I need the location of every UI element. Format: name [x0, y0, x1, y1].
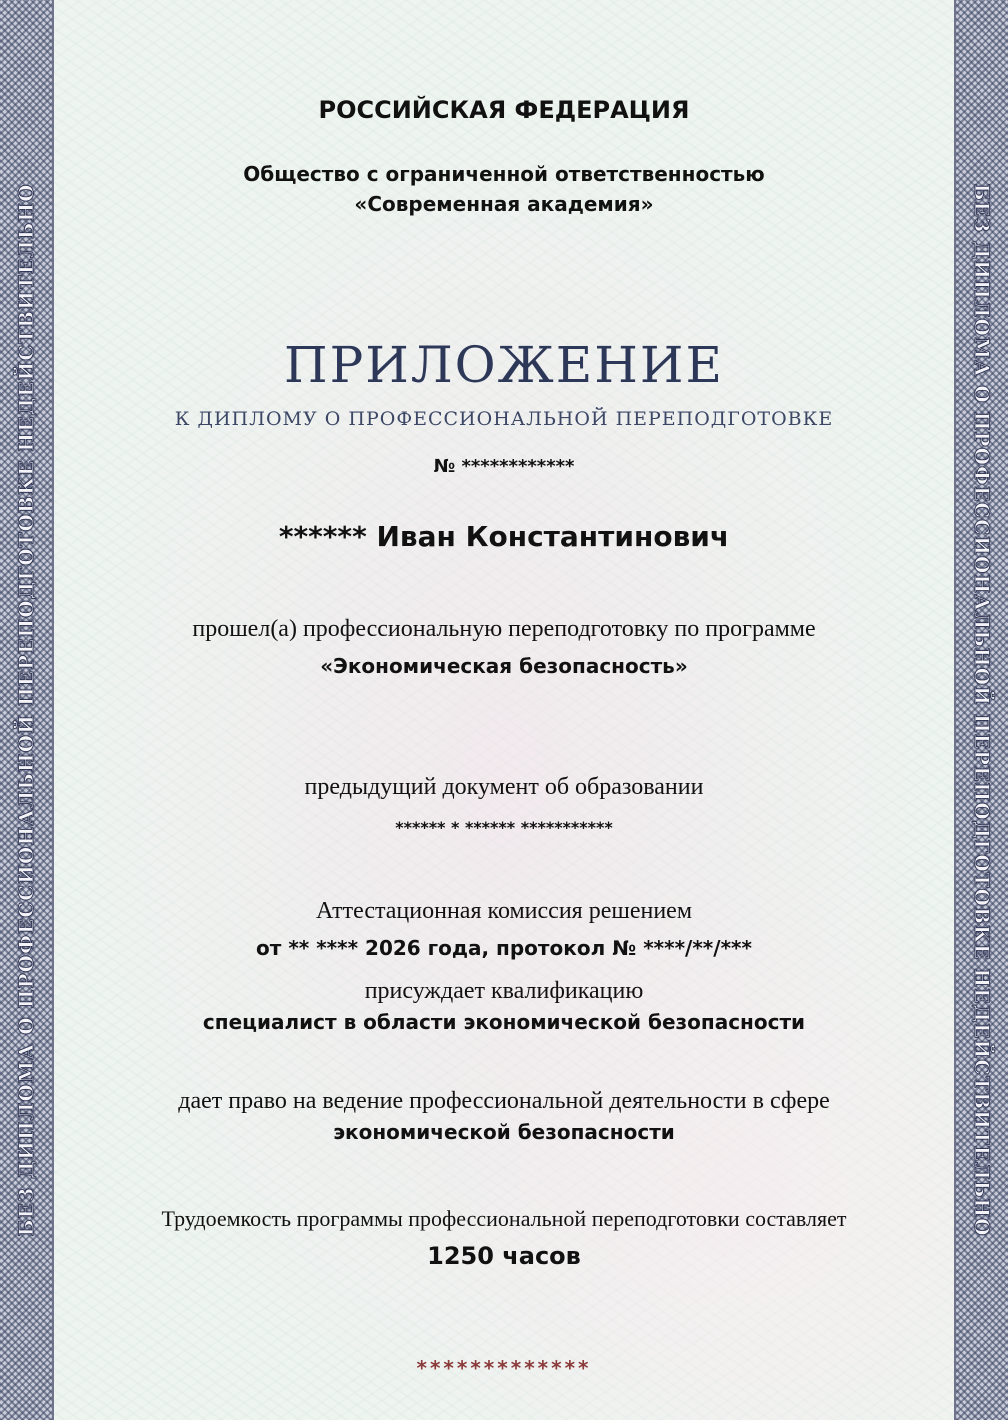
recipient-name: ****** Иван Константинович [278, 520, 730, 553]
workload-hours: 1250 часов [427, 1242, 581, 1270]
rights-text: дает право на ведение профессиональной деятельности в сфере [178, 1088, 830, 1114]
previous-document-value: ****** * ****** *********** [395, 818, 613, 837]
attestation-text: Аттестационная комиссия решением [315, 898, 693, 924]
right-border-text: БЕЗ ДИПЛОМА О ПРОФЕССИОНАЛЬНОЙ ПЕРЕПОДГОТОВКЕ НЕДЕЙСТВИТЕЛЬНО [970, 183, 994, 1237]
qualification-name: специалист в области экономической безопасности [202, 1010, 806, 1034]
left-security-border [0, 0, 54, 1420]
document-number: № ************ [433, 456, 575, 477]
footer-stars: ************* [416, 1356, 592, 1380]
left-border-text: БЕЗ ДИПЛОМА О ПРОФЕССИОНАЛЬНОЙ ПЕРЕПОДГОТОВКЕ НЕДЕЙСТВИТЕЛЬНО [14, 183, 38, 1237]
country-heading: РОССИЙСКАЯ ФЕДЕРАЦИЯ [318, 96, 690, 124]
program-intro-text: прошел(а) профессиональную переподготовку по программе [192, 616, 816, 642]
protocol-line: от ** **** 2026 года, протокол № ****/**/*** [256, 936, 752, 960]
document-title: ПРИЛОЖЕНИЕ [284, 336, 724, 394]
previous-document-label: предыдущий документ об образовании [304, 774, 704, 800]
organization-type: Общество с ограниченной ответственностью [243, 162, 765, 186]
program-name: «Экономическая безопасность» [320, 654, 688, 678]
workload-label: Трудоемкость программы профессиональной переподготовки составляет [161, 1206, 847, 1231]
awards-text: присуждает квалификацию [364, 978, 644, 1004]
organization-name: «Современная академия» [354, 192, 654, 216]
right-security-border [954, 0, 1008, 1420]
rights-sphere: экономической безопасности [333, 1120, 675, 1144]
document-subtitle: К ДИПЛОМУ О ПРОФЕССИОНАЛЬНОЙ ПЕРЕПОДГОТОВКЕ [174, 408, 834, 430]
